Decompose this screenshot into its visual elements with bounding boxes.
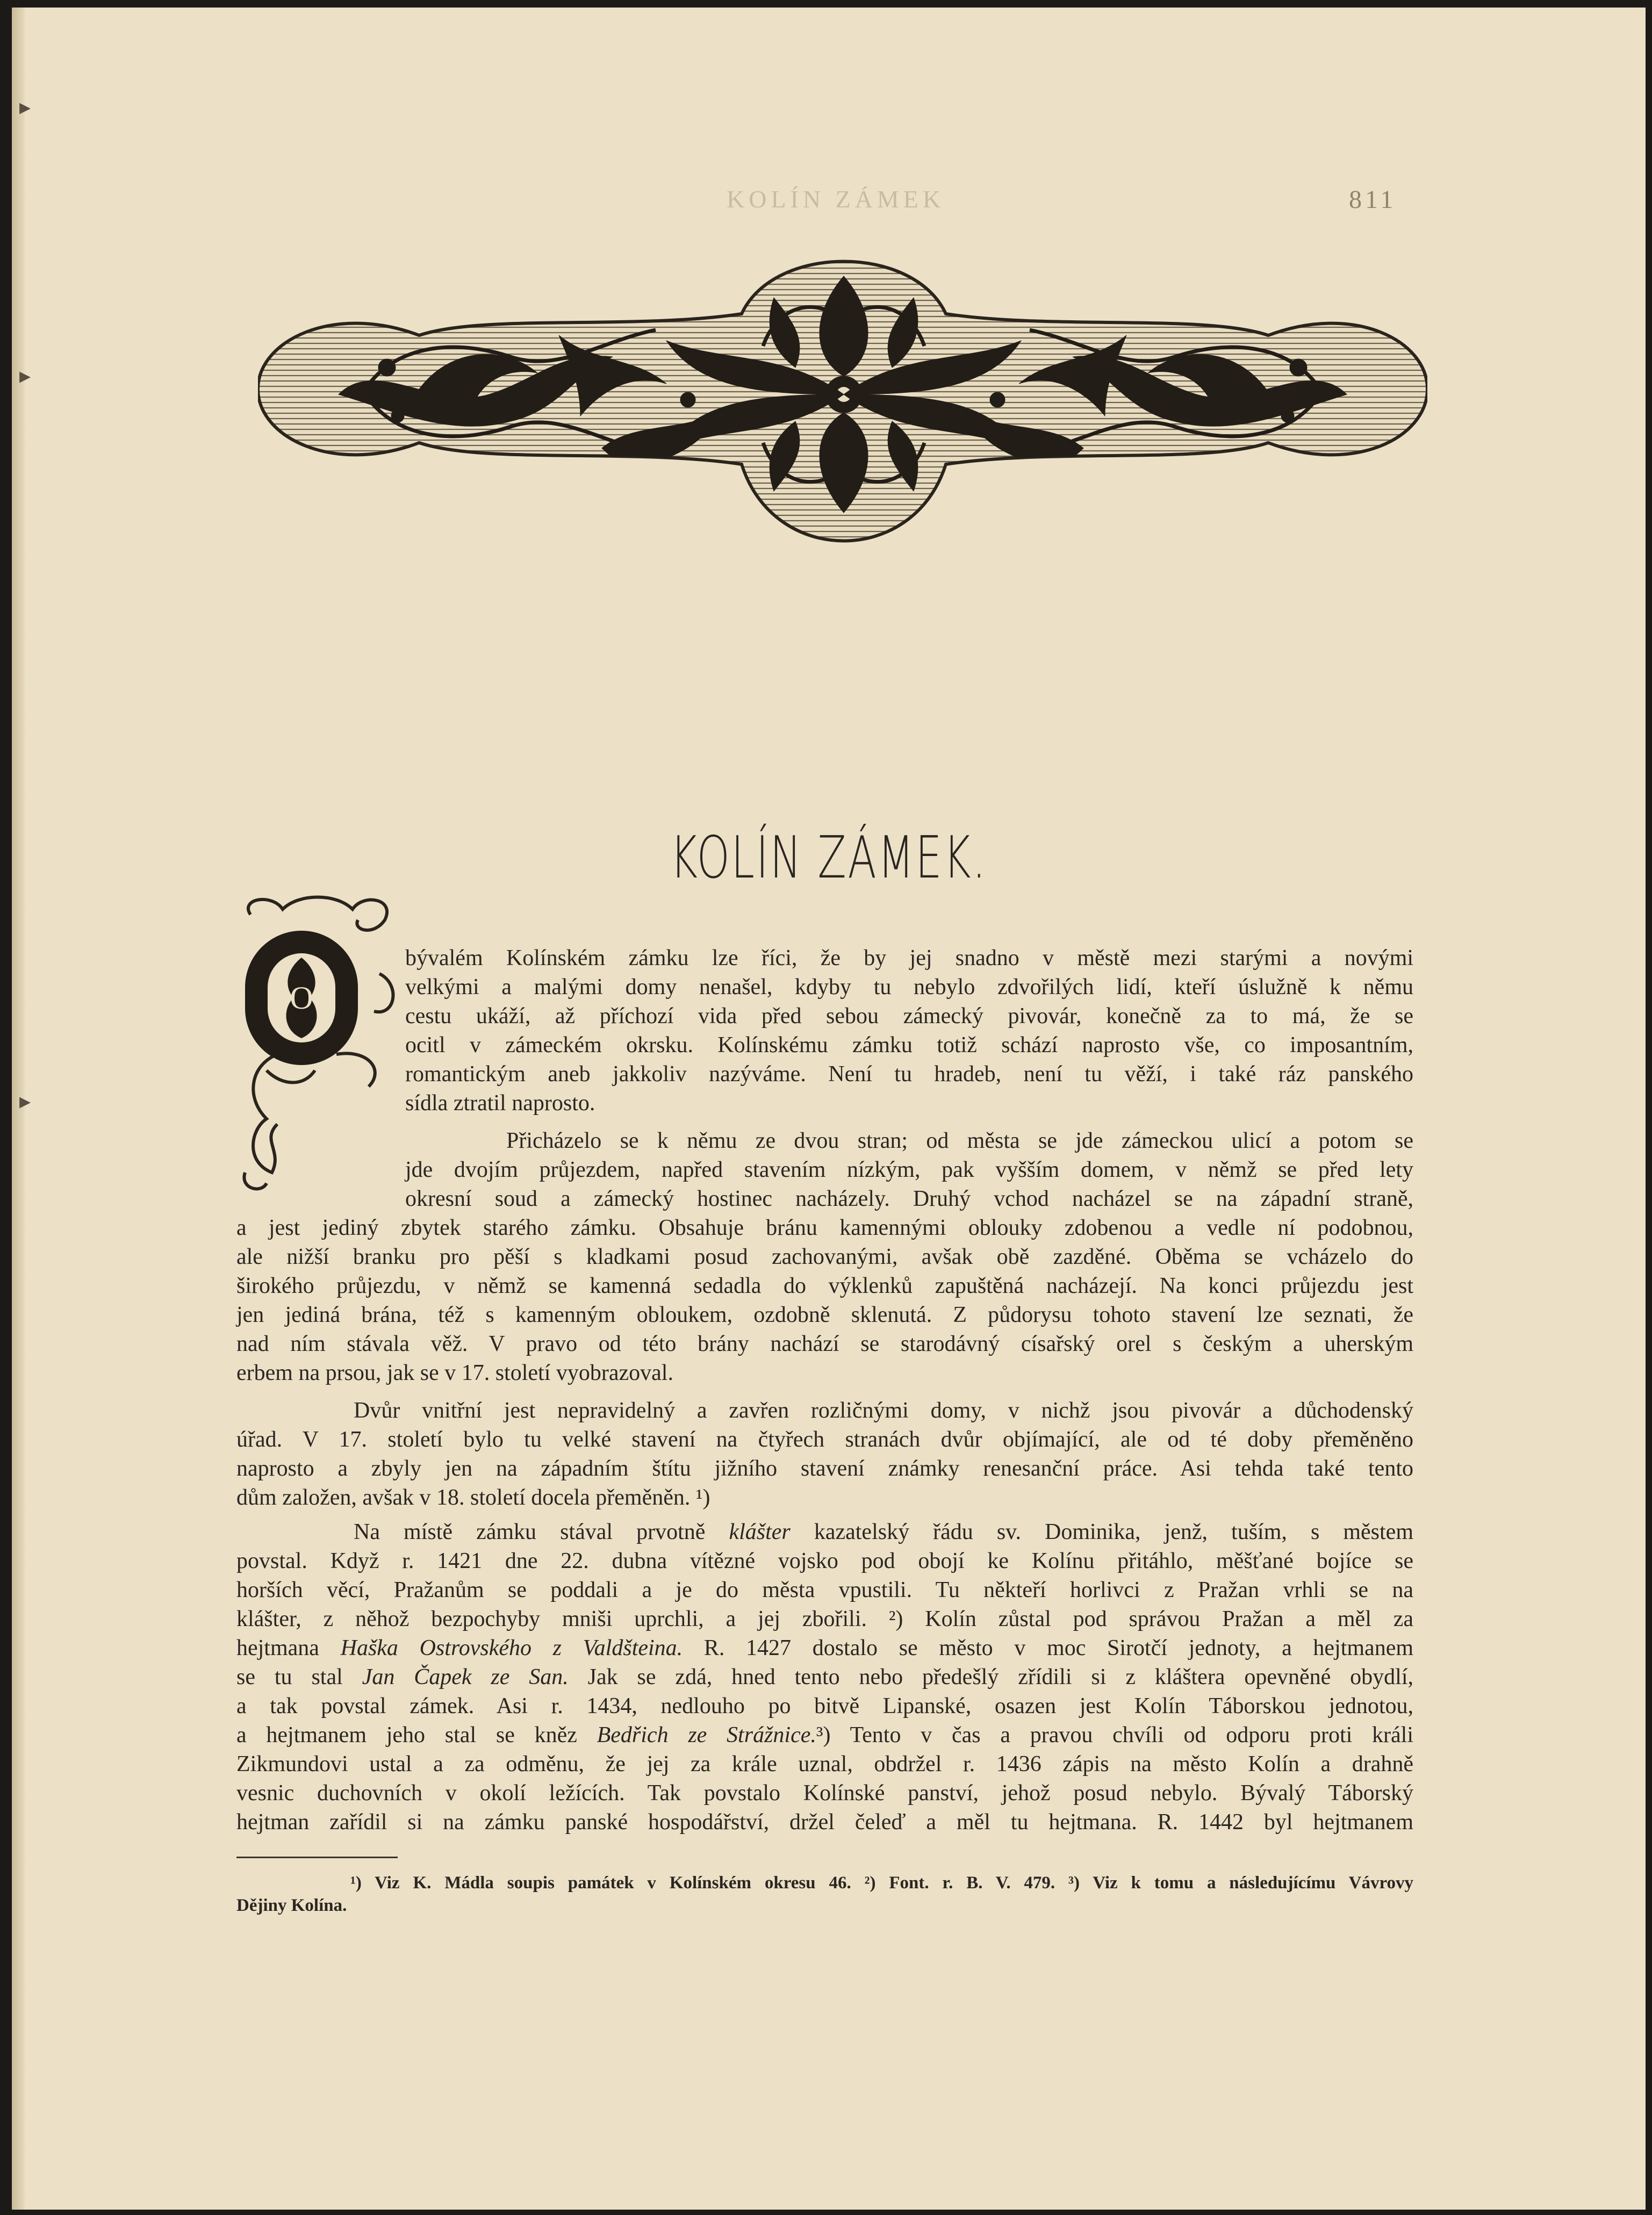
text-line: jde dvojím průjezdem, napřed stavením nízkým, pak vyšším domem, v němž se před lety: [405, 1157, 1413, 1182]
text-line: a hejtmanem jeho stal se kněz Bedřich ze Strážnice.³) Tento v čas a pravou chvíli od odporu proti králi: [236, 1723, 1413, 1747]
article-title: KOLÍN ZÁMEK.: [670, 824, 988, 891]
footnote-line: Dějiny Kolína.: [236, 1896, 347, 1915]
running-head: KOLÍN ZÁMEK: [727, 185, 945, 213]
text-line: hejtman zařídil si na zámku panské hospodářství, držel čeleď a měl tu hejtmana. R. 1442 byl hejtmanem: [236, 1810, 1413, 1835]
text-line: Dvůr vnitřní jest nepravidelný a zavřen rozličnými domy, v nichž jsou pivovár a důchodenský: [354, 1398, 1413, 1423]
footnote-line: ¹) Viz K. Mádla soupis památek v Kolínském okresu 46. ²) Font. r. B. V. 479. ³) Viz k tomu a následujícímu Vávrovy: [350, 1873, 1413, 1893]
text-line: širokého průjezdu, v němž se kamenná sedadla do výklenků zapuštěná nacházejí. Na konci průjezdu jest: [236, 1274, 1413, 1298]
text-line: sídla ztratil naprosto.: [405, 1091, 595, 1116]
text-line: a tak povstal zámek. Asi r. 1434, nedlouho po bitvě Lipanské, osazen jest Kolín Táborskou jednotou,: [236, 1694, 1413, 1718]
book-page: [12, 8, 1646, 2210]
text-line: nad ním stávala věž. V pravo od této brány nachází se starodávný císařský orel s českým a uherským: [236, 1332, 1413, 1356]
text-line: hejtmana Haška Ostrovského z Valdšteina. R. 1427 dostalo se město v moc Sirotčí jednoty, a hejtmanem: [236, 1636, 1414, 1660]
text-line: erbem na prsou, jak se v 17. století vyobrazoval.: [236, 1361, 673, 1385]
text-line: cestu ukáží, až příchozí vida před sebou zámecký pivovár, konečně za to má, že se: [405, 1004, 1413, 1029]
text-line: naprosto a zbyly jen na západním štítu jižního stavení známky renesanční práce. Asi tehda také tento: [236, 1456, 1413, 1481]
footnote-rule: [236, 1857, 398, 1858]
text-line: Přicházelo se k němu ze dvou stran; od města se jde zámeckou ulicí a potom se: [506, 1128, 1413, 1153]
text-line: ale nižší branku pro pěší s kladkami posud zachovanými, avšak obě zazděné. Oběma se vcházelo do: [236, 1245, 1413, 1269]
margin-mark: ▸: [19, 364, 31, 389]
text-line: klášter, z něhož bezpochyby mniši uprchli, a jej zbořili. ²) Kolín zůstal pod správou Pražan a měl za: [236, 1607, 1413, 1631]
text-line: okresní soud a zámecký hostinec nacházely. Druhý vchod nacházel se na západní straně,: [405, 1186, 1413, 1211]
text-line: ocitl v zámeckém okrsku. Kolínskému zámku totiž schází naprosto vše, co imposantním,: [405, 1033, 1413, 1058]
text-line: velkými a malými domy nenašel, kdyby tu nebylo zdvořilých lidí, kteří úslužně k němu: [405, 975, 1413, 999]
text-line: horších věcí, Pražanům se poddali a je do města vpustili. Tu někteří horlivci z Pražan vrhli se na: [236, 1578, 1413, 1602]
page-number: 811: [1349, 185, 1397, 214]
text-line: a jest jediný zbytek starého zámku. Obsahuje bránu kamennými oblouky zdobenou a vedle ní podobnou,: [236, 1216, 1413, 1240]
text-line: Zikmundovi ustal a za odměnu, že jej za krále uznal, obdržel r. 1436 zápis na město Kolín a drahně: [236, 1752, 1413, 1777]
text-line: se tu stal Jan Čapek ze San. Jak se zdá, hned tento nebo předešlý zřídili si z kláštera opevněné obydlí,: [236, 1665, 1413, 1689]
text-line: povstal. Když r. 1421 dne 22. dubna vítězné vojsko pod obojí ke Kolínu přitáhlo, měšťané bojíce se: [236, 1549, 1413, 1573]
ornamental-arabesque-headpiece-icon: [258, 233, 1427, 588]
text-line: Na místě zámku stával prvotně klášter kazatelský řádu sv. Dominika, jenž, tuším, s městem: [354, 1520, 1413, 1544]
text-line: jen jediná brána, též s kamenným obloukem, ozdobně sklenutá. Z půdorysu tohoto stavení lze seznati, že: [236, 1303, 1413, 1327]
text-line: úřad. V 17. století bylo tu velké stavení na čtyřech stranách dvůr objímající, ale od té doby přeměněno: [236, 1427, 1413, 1452]
margin-mark: ▸: [19, 1089, 31, 1114]
margin-mark: ▸: [19, 95, 31, 120]
text-line: dům založen, avšak v 18. století docela přeměněn. ¹): [236, 1485, 710, 1510]
text-line: vesnic duchovních v okolí ležících. Tak povstalo Kolínské panství, jehož posud nebylo. Bývalý Táborský: [236, 1781, 1413, 1806]
drop-cap-letter: O: [290, 980, 313, 1016]
text-line: romantickým aneb jakkoliv nazýváme. Není tu hradeb, není tu věží, i také ráz panského: [405, 1062, 1413, 1087]
text-line: bývalém Kolínském zámku lze říci, že by jej snadno v městě mezi starými a novými: [405, 946, 1413, 970]
decorated-initial-o-icon: [229, 893, 406, 1194]
